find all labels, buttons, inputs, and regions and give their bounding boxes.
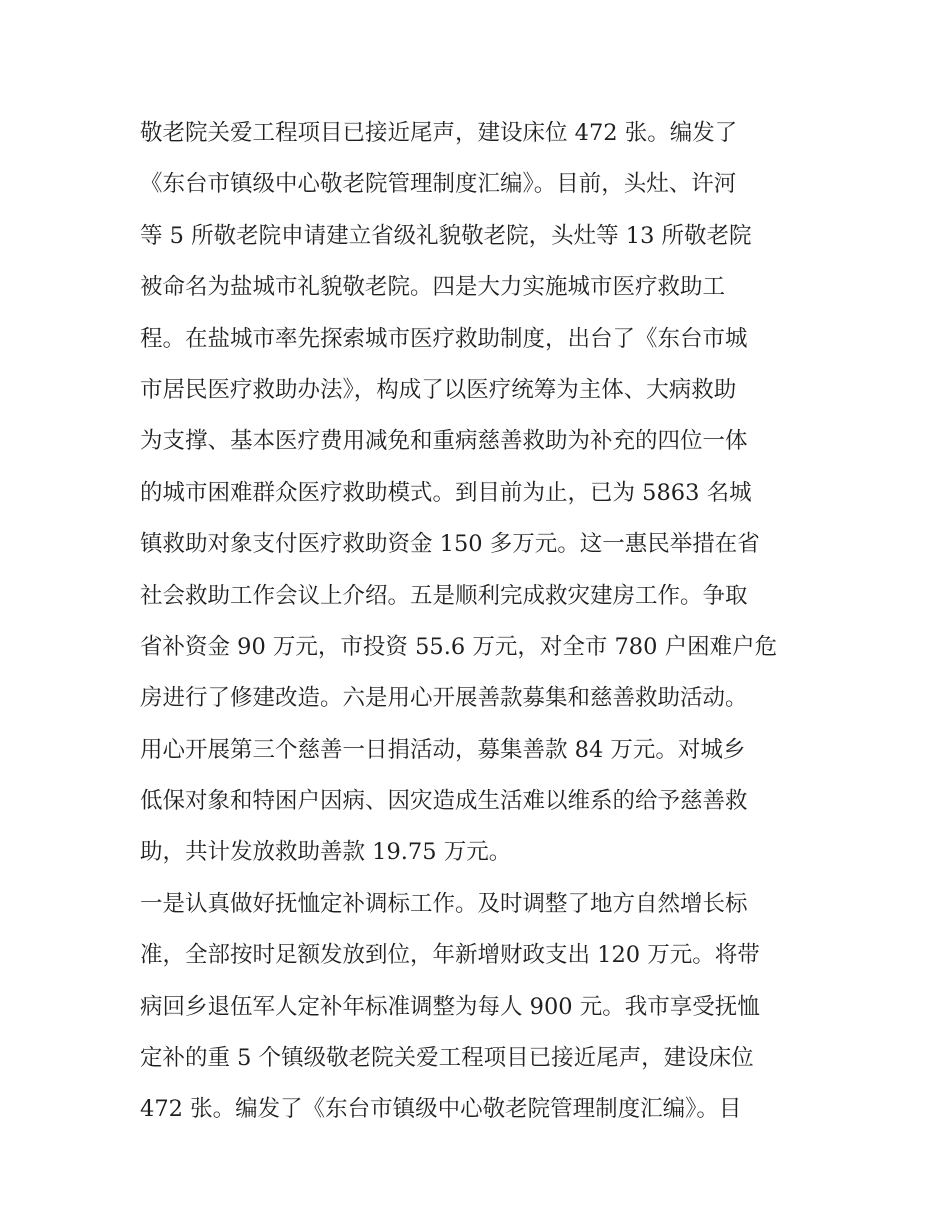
text-line: 准，全部按时足额发放到位，年新增财政支出 120 万元。将带 (140, 942, 760, 969)
text-line: 一是认真做好抚恤定补调标工作。及时调整了地方自然增长标 (140, 890, 748, 917)
body-text (140, 108, 830, 1136)
text-line: 房进行了修建改造。六是用心开展善款募集和慈善救助活动。 (140, 685, 748, 712)
text-line: 敬老院关爱工程项目已接近尾声，建设床位 472 张。编发了 (140, 120, 738, 146)
text-line: 定补的重 5 个镇级敬老院关爱工程项目已接近尾声，建设床位 (140, 1045, 754, 1072)
text-line: 《东台市镇级中心敬老院管理制度汇编》。目前，头灶、许河 (140, 171, 737, 198)
text-line: 市居民医疗救助办法》，构成了以医疗统筹为主体、大病救助 (140, 376, 737, 403)
text-line: 省补资金 90 万元，市投资 55.6 万元，对全市 780 户困难户危 (140, 633, 778, 660)
text-line: 被命名为盐城市礼貌敬老院。四是大力实施城市医疗救助工 (140, 274, 726, 301)
text-line: 472 张。编发了《东台市镇级中心敬老院管理制度汇编》。目 (140, 1096, 742, 1123)
text-line: 病回乡退伍军人定补年标准调整为每人 900 元。我市享受抚恤 (140, 993, 760, 1020)
text-line: 社会救助工作会议上介绍。五是顺利完成救灾建房工作。争取 (140, 582, 748, 609)
text-line: 用心开展第三个慈善一日捐活动，募集善款 84 万元。对城乡 (140, 736, 746, 763)
text-line: 为支撑、基本医疗费用减免和重病慈善救助为补充的四位一体 (140, 428, 748, 455)
text-line: 低保对象和特困户因病、因灾造成生活难以维系的给予慈善救 (140, 788, 748, 815)
text-line: 助，共计发放救助善款 19.75 万元。 (140, 839, 512, 866)
text-line: 等 5 所敬老院申请建立省级礼貌敬老院，头灶等 13 所敬老院 (140, 222, 752, 249)
text-line: 程。在盐城市率先探索城市医疗救助制度，出台了《东台市城 (140, 325, 748, 352)
text-line: 的城市困难群众医疗救助模式。到目前为止，已为 5863 名城 (140, 479, 752, 506)
text-line: 镇救助对象支付医疗救助资金 150 多万元。这一惠民举措在省 (140, 531, 760, 558)
